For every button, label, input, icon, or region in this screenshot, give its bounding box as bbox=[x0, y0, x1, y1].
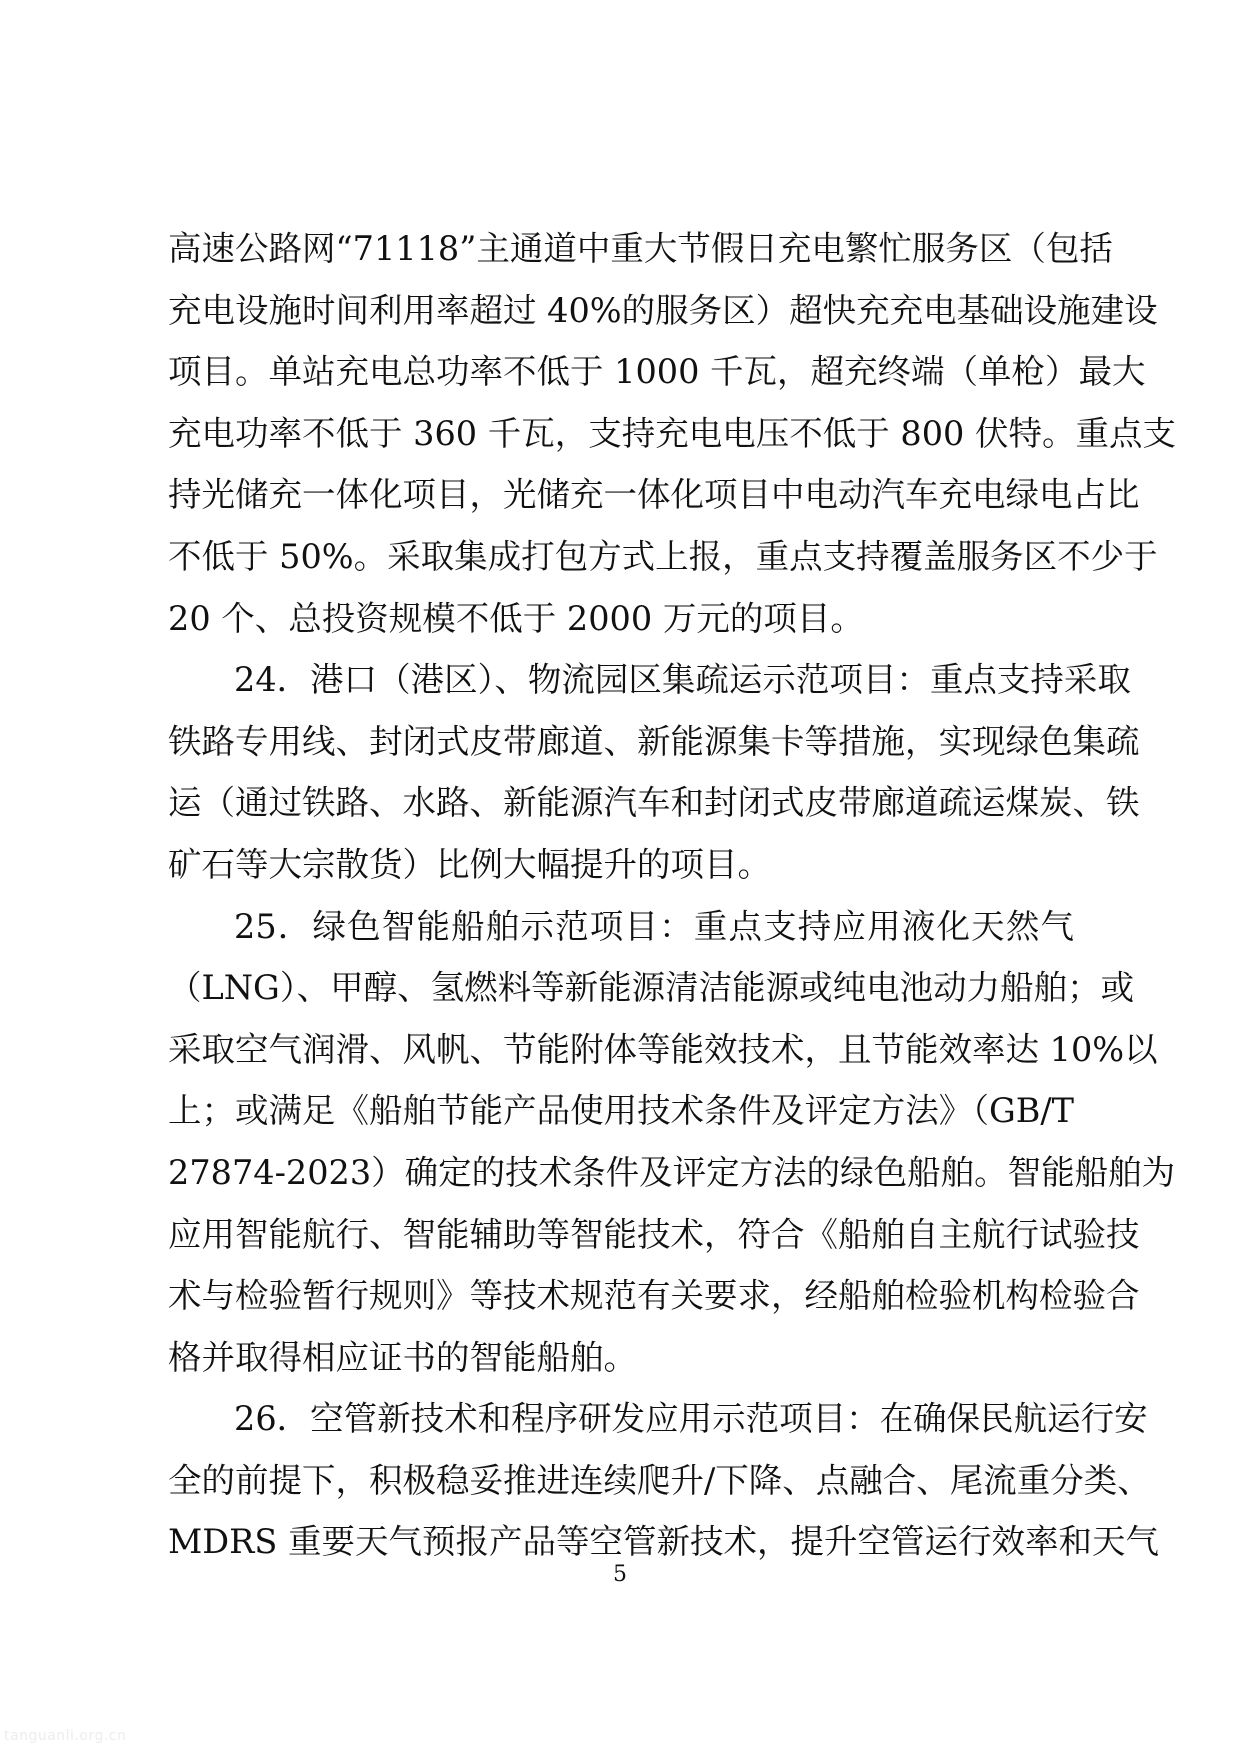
body-text bbox=[168, 218, 1176, 1573]
text-line: 高速公路网“71118”主通道中重大节假日充电繁忙服务区（包括 bbox=[168, 229, 1113, 268]
text-line: 不低于 50%。采取集成打包方式上报，重点支持覆盖服务区不少于 bbox=[168, 536, 1158, 576]
text-line: 上；或满足《船舶节能产品使用技术条件及评定方法》（GB/T bbox=[168, 1091, 1074, 1131]
text-line: 持光储充一体化项目，光储充一体化项目中电动汽车充电绿电占比 bbox=[168, 475, 1140, 515]
text-line: 术与检验暂行规则》等技术规范有关要求，经船舶检验机构检验合 bbox=[168, 1276, 1140, 1316]
text-line: 充电功率不低于 360 千瓦，支持充电电压不低于 800 伏特。重点支 bbox=[168, 413, 1176, 453]
paragraph-heading-26: 26．空管新技术和程序研发应用示范项目：在确保民航运行安 bbox=[234, 1399, 1148, 1439]
watermark: tanguanli.org.cn bbox=[4, 1728, 127, 1744]
text-line: 20 个、总投资规模不低于 2000 万元的项目。 bbox=[168, 598, 864, 638]
text-line: 采取空气润滑、风帆、节能附体等能效技术，且节能效率达 10%以 bbox=[168, 1029, 1158, 1069]
text-line: 运（通过铁路、水路、新能源汽车和封闭式皮带廊道疏运煤炭、铁 bbox=[168, 783, 1140, 823]
text-line: 充电设施时间利用率超过 40%的服务区）超快充充电基础设施建设 bbox=[168, 290, 1158, 330]
text-line: 矿石等大宗散货）比例大幅提升的项目。 bbox=[168, 844, 771, 884]
paragraph-heading-24: 24．港口（港区）、物流园区集疏运示范项目：重点支持采取 bbox=[234, 660, 1131, 700]
paragraph-heading-25: 25．绿色智能船舶示范项目：重点支持应用液化天然气 bbox=[234, 906, 1074, 946]
text-line: （LNG）、甲醇、氢燃料等新能源清洁能源或纯电池动力船舶；或 bbox=[168, 968, 1135, 1008]
text-line: 项目。单站充电总功率不低于 1000 千瓦，超充终端（单枪）最大 bbox=[168, 352, 1146, 392]
text-line: 27874-2023）确定的技术条件及评定方法的绿色船舶。智能船舶为 bbox=[168, 1152, 1176, 1192]
page-number: 5 bbox=[613, 1562, 627, 1587]
text-line: 铁路专用线、封闭式皮带廊道、新能源集卡等措施，实现绿色集疏 bbox=[168, 721, 1140, 761]
text-line: 应用智能航行、智能辅助等智能技术，符合《船舶自主航行试验技 bbox=[168, 1214, 1140, 1254]
text-line: 格并取得相应证书的智能船舶。 bbox=[168, 1337, 637, 1377]
text-line: 全的前提下，积极稳妥推进连续爬升/下降、点融合、尾流重分类、 bbox=[168, 1460, 1151, 1500]
text-line: MDRS 重要天气预报产品等空管新技术，提升空管运行效率和天气 bbox=[168, 1522, 1159, 1562]
